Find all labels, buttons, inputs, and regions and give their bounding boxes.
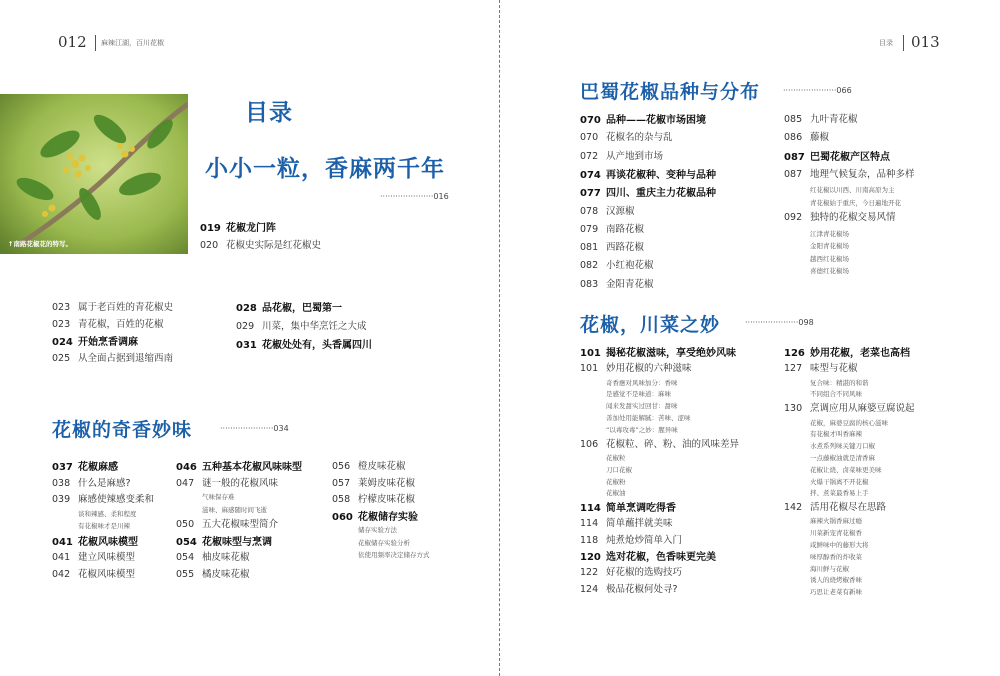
toc-page-number: 023 [52,302,71,313]
toc-subentry: 诱人的烧烤椒香味 [810,576,862,585]
toc-entry-title: 橘皮味花椒 [202,568,250,580]
toc-entry-title: 属于老百姓的青花椒史 [78,302,174,313]
toc-entry[interactable] [580,564,682,578]
flower-photo [0,94,188,254]
toc-page-number: 081 [580,242,599,254]
toc-entry-title: 品花椒，巴蜀第一 [262,303,342,314]
toc-page-number: 050 [176,519,195,530]
toc-entry[interactable] [580,276,654,290]
toc-page-number: 126 [784,348,805,359]
toc-entry-title: 柚皮味花椒 [202,552,250,563]
toc-entry-title: 开始烹香调麻 [78,337,138,348]
toc-subentry: 拌、煮菜最香易上手 [810,489,869,498]
toc-page-number: 070 [580,115,601,126]
toc-entry-title: 极品花椒何处寻? [606,583,678,595]
toc-entry-title: 金阳青花椒 [606,278,654,290]
toc-page-number: 028 [236,303,257,314]
toc-subentry: 喜德红花椒场 [810,267,849,275]
toc-page-number: 070 [580,132,599,144]
toc-entry-title: 青花椒，百姓的花椒 [78,319,164,330]
toc-entry[interactable] [52,475,131,489]
toc-subentry: 有花椒味才是川辣 [78,522,130,530]
toc-page-number: 085 [784,114,803,125]
toc-entry-title: 花椒处处有，头香属四川 [262,340,372,351]
toc-entry-title: 什么是麻感? [78,477,131,489]
toc-entry-title: 花椒史实际是红花椒史 [226,240,322,251]
toc-page-number: 037 [52,462,73,473]
toc-page-number: 130 [784,403,803,415]
toc-page-number: 124 [580,583,599,595]
toc-entry-title: 莱姆皮味花椒 [358,477,416,489]
toc-subentry: “以毒攻毒”之妙：腥异味 [606,425,678,434]
toc-entry-title: 花椒味型与烹调 [202,536,272,548]
toc-section[interactable] [236,299,342,314]
toc-page-number: 020 [200,240,219,251]
toc-entry[interactable] [784,360,858,374]
toc-subentry: 气味保存难 [202,493,235,501]
toc-entry-title: 花椒粒、碎、粉、油的风味差异 [606,438,740,450]
toc-subentry: 味厚醇香的炸收菜 [810,552,862,561]
toc-subentry: 花椒油 [606,489,626,498]
toc-entry-title: 花椒名的杂与乱 [606,132,673,144]
toc-subentry: 依使用频率决定储存方式 [358,551,430,559]
toc-entry[interactable] [176,549,250,563]
toc-entry-title: 花椒风味模型 [78,568,136,580]
header-divider [95,35,96,51]
toc-entry[interactable] [784,111,858,125]
toc-entry[interactable] [580,581,678,595]
toc-page-number: 079 [580,223,599,235]
header-divider [903,35,904,51]
toc-page-number: 101 [580,363,599,375]
toc-section[interactable] [580,111,706,126]
toc-entry-title: 小红袍花椒 [606,260,654,272]
toc-page-number: 122 [580,567,599,579]
toc-subentry: 花椒让烧、卤菜味更美味 [810,465,882,474]
toc-entry-title: 简单蘸拌就美味 [606,518,673,530]
toc-page-number: 054 [176,536,197,548]
toc-subentry: 火爆干锅离不开花椒 [810,477,869,486]
toc-page-number: 042 [52,568,71,580]
toc-page-number: 046 [176,462,197,473]
toc-page-number: 118 [580,534,599,546]
toc-entry-title: 花椒麻感 [78,462,118,473]
toc-entry-title: 花椒储存实验 [358,511,418,523]
toc-entry-title: 好花椒的选购技巧 [606,567,683,579]
toc-entry-title: 烹调应用从麻婆豆腐说起 [810,403,915,415]
toc-subentry: 谈和辣感、柔和程度 [78,509,137,518]
toc-entry[interactable] [52,549,135,563]
toc-entry-title: 五种基本花椒风味味型 [202,462,302,473]
toc-entry[interactable] [332,491,415,505]
toc-section[interactable] [52,533,138,548]
toc-entry[interactable] [236,318,367,332]
chapter-title: 花椒，川菜之妙 [580,314,721,336]
toc-page-number: 058 [332,494,351,505]
toc-entry[interactable] [784,209,896,223]
toc-subentry: 青花椒始于重庆，今日遍地开花 [810,198,901,207]
toc-page-number: 054 [176,552,195,563]
toc-entry[interactable] [580,129,673,143]
toc-entry-title: 味型与花椒 [810,363,858,375]
toc-subentry: 海川鲜与花椒 [810,564,849,573]
toc-subentry: 有花椒才叫香麻辣 [810,430,862,439]
toc-section[interactable] [580,344,736,359]
right-running-header: 目录 [879,39,893,47]
toc-entry[interactable] [332,475,415,489]
toc-page-number: 087 [784,151,805,163]
toc-page-number: 041 [52,552,71,563]
toc-subentry: 一点藤椒油就是清香麻 [810,453,875,462]
toc-page-number: 077 [580,188,601,200]
toc-page-number: 114 [580,518,599,530]
toc-entry[interactable] [580,515,673,529]
toc-page-number: 086 [784,132,803,144]
left-page-number: 012 [58,33,87,51]
toc-page-number: 025 [52,353,71,364]
toc-page-number: 087 [784,168,803,180]
toc-subentry: 越西红花椒场 [810,254,849,263]
toc-entry[interactable] [580,203,635,217]
toc-entry-title: 妙用花椒，老菜也高档 [810,348,910,359]
toc-page-number: 023 [52,319,71,330]
toc-page-number: 106 [580,438,599,450]
toc-entry-title: 妙用花椒的六种滋味 [606,363,692,375]
toc-entry-title: 品种——花椒市场困境 [606,115,706,126]
toc-entry-title: 花椒风味模型 [78,536,138,548]
toc-entry-title: 汉源椒 [606,205,635,217]
toc-entry-title: 再谈花椒种、变种与品种 [606,169,716,181]
toc-subentry: 是感觉不是味道：麻味 [606,390,671,399]
toc-entry-title: 建立风味模型 [78,552,136,563]
toc-section[interactable] [52,333,138,348]
toc-entry-title: 川菜，集中华烹饪之大成 [262,320,367,332]
toc-subentry: 金阳青花椒场 [810,242,849,250]
chapter-page-ref: ·····················034 [220,424,289,433]
toc-subentry: 江津青花椒场 [810,229,849,238]
toc-section[interactable] [580,548,716,563]
toc-section[interactable] [580,166,716,181]
toc-subentry: 储存实验方法 [358,526,397,534]
chapter-page-ref: ·····················016 [380,192,449,201]
toc-section[interactable] [236,336,372,351]
toc-page-number: 038 [52,477,71,489]
toc-entry-title: 藤椒 [810,132,830,144]
toc-subentry: 滋味、麻感随时间飞逝 [202,505,267,514]
toc-page-number: 120 [580,552,601,563]
toc-entry[interactable] [784,499,886,513]
toc-page-number: 031 [236,340,257,351]
toc-entry[interactable] [52,491,154,505]
chapter-page-ref: ·····················066 [783,86,852,95]
toc-entry-title: 选对花椒，色香味更完美 [606,552,716,563]
toc-subentry: 麻辣火锅香麻过瘾 [810,517,862,526]
toc-entry-title: 谜一般的花椒风味 [202,477,279,489]
toc-subentry: 善加处用能解腻：苦味、涩味 [606,414,691,422]
toc-page-number: 039 [52,494,71,505]
toc-entry[interactable] [784,400,915,414]
toc-entry-title: 南路花椒 [606,223,645,235]
toc-page-number: 056 [332,461,351,472]
toc-subentry: 红花椒以川西、川南高原为主 [810,186,895,195]
toc-entry[interactable] [52,299,173,313]
toc-subentry: 刀口花椒 [606,465,632,474]
toc-section[interactable] [332,508,418,523]
toc-entry[interactable] [176,516,278,530]
toc-page-number: 055 [176,568,195,580]
toc-entry[interactable] [176,475,278,489]
toc-page-number: 072 [580,150,599,162]
right-page-number: 013 [911,33,940,51]
toc-subentry: 花椒，麻婆豆腐的核心滋味 [810,418,888,427]
toc-subentry: 不同组合不同风味 [810,390,862,399]
contents-title: 目录 [245,100,293,126]
toc-entry[interactable] [784,129,829,143]
toc-page-number: 019 [200,223,221,234]
toc-page-number: 092 [784,212,803,224]
toc-entry-title: 活用花椒尽在思路 [810,502,887,514]
toc-section[interactable] [580,184,716,199]
toc-subentry: 花椒储存实验分析 [358,538,410,547]
toc-subentry: 川菜新宠青花椒香 [810,529,862,538]
left-running-header: 麻辣江湖，百川花椒 [101,39,164,47]
toc-entry-title: 西路花椒 [606,242,645,254]
toc-subentry: 花椒粒 [606,453,626,462]
chapter-title: 花椒的奇香妙味 [52,419,193,441]
toc-page-number: 074 [580,169,601,181]
toc-page-number: 060 [332,511,353,523]
toc-section[interactable] [200,219,276,234]
toc-subentry: 花椒粉 [606,477,626,486]
toc-entry[interactable] [580,532,682,546]
toc-entry[interactable] [52,566,135,580]
toc-subentry: 咸鲜味中的藤形大将 [810,541,869,549]
chapter-page-ref: ·····················098 [745,318,814,327]
toc-entry-title: 橙皮味花椒 [358,461,406,472]
toc-page-number: 078 [580,205,599,217]
toc-entry-title: 五大花椒味型简介 [202,519,279,530]
toc-entry[interactable] [176,566,250,580]
toc-section[interactable] [784,148,890,163]
toc-entry[interactable] [580,221,644,235]
toc-section[interactable] [176,458,302,473]
toc-entry-title: 炖煮炝炒简单入门 [606,534,683,546]
toc-entry-title: 从全面占据到退缩西南 [78,353,174,364]
toc-entry[interactable] [784,166,915,180]
toc-entry-title: 简单烹调吃得香 [606,503,676,515]
toc-page-number: 029 [236,320,255,332]
toc-subentry: 复合味：精湛的和谐 [810,378,869,387]
toc-entry-title: 从产地到市场 [606,150,664,162]
toc-entry-title: 四川、重庆主力花椒品种 [606,188,716,200]
toc-subentry: 闻来发甜实过回甘：甜味 [606,402,678,411]
toc-page-number: 142 [784,502,803,514]
toc-entry[interactable] [52,350,173,364]
toc-page-number: 024 [52,337,73,348]
toc-entry-title: 揭秘花椒滋味，享受绝妙风味 [606,348,736,359]
toc-subentry: 巧思让老菜有新味 [810,588,862,597]
toc-page-number: 083 [580,278,599,290]
toc-entry[interactable] [580,148,663,162]
toc-page-number: 082 [580,260,599,272]
page-gutter [499,0,500,676]
toc-entry[interactable] [580,360,692,374]
toc-entry-title: 地理气候复杂，品种多样 [810,168,915,180]
toc-section[interactable] [580,499,676,514]
toc-entry[interactable] [332,458,406,472]
toc-page-number: 101 [580,348,601,359]
toc-entry[interactable] [580,436,739,450]
toc-page-number: 114 [580,503,601,515]
toc-entry-title: 九叶青花椒 [810,114,858,125]
toc-section[interactable] [176,533,272,548]
toc-entry-title: 花椒龙门阵 [226,223,276,234]
chapter-title: 巴蜀花椒品种与分布 [580,81,761,103]
toc-page-number: 057 [332,477,351,489]
toc-page-number: 127 [784,363,803,375]
toc-page-number: 041 [52,536,73,548]
toc-entry-title: 麻感使辣感变柔和 [78,494,155,505]
toc-section[interactable] [52,458,118,473]
photo-caption: ↑南路花椒花的特写。 [8,240,72,248]
toc-entry-title: 柠檬皮味花椒 [358,494,416,505]
toc-entry[interactable] [200,237,321,251]
toc-entry[interactable] [580,239,644,253]
toc-subentry: 奇香應对风味加分：香味 [606,378,678,387]
toc-entry[interactable] [580,257,654,271]
toc-entry-title: 巴蜀花椒产区特点 [810,151,890,163]
toc-subentry: 水煮系列味关键刀口椒 [810,442,875,451]
toc-entry[interactable] [52,316,164,330]
chapter-title: 小小一粒，香麻两千年 [205,156,445,182]
toc-page-number: 047 [176,477,195,489]
toc-entry-title: 独特的花椒交易风情 [810,212,896,224]
toc-section[interactable] [784,344,910,359]
